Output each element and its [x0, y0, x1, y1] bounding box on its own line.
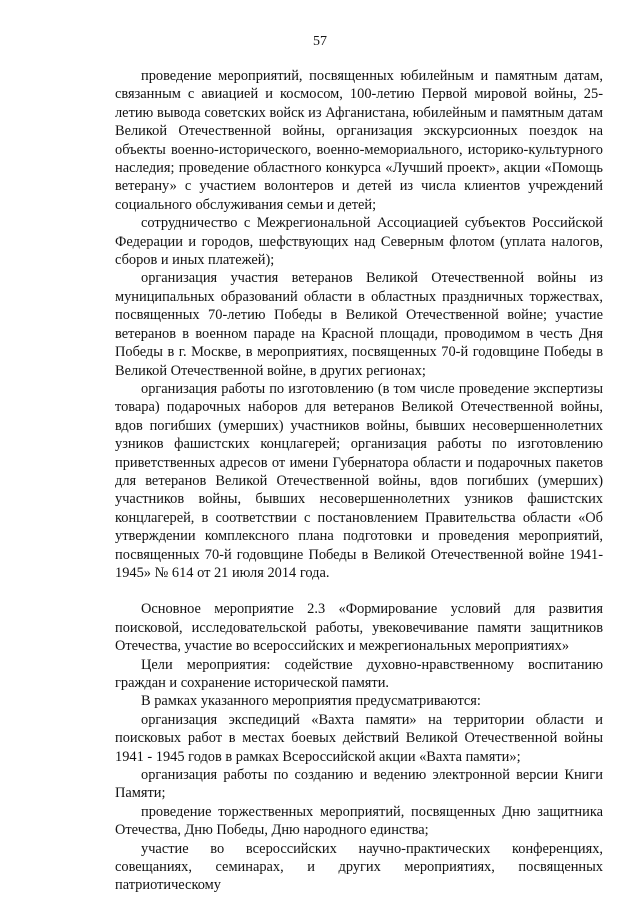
paragraph-veterans-participation: организация участия ветеранов Великой Отечественной войны из муниципальных образований области в областных праздничных торжествах, посвященных 70-летию Победы в Великой Отечественной войне; участие ветеранов в военном параде на Красной площади, проводимом в честь Дня Победы в г. Москве, в мероприятиях, посвященных 70-й годовщине Победы в Великой Отечественной войне, в других регионах; — [115, 270, 603, 379]
paragraph-activity-goals: Цели мероприятия: содействие духовно-нравственному воспитанию граждан и сохранение исторической памяти. — [115, 656, 603, 691]
paragraph-conferences: участие во всероссийских научно-практических конференциях, совещаниях, семинарах, и других мероприятиях, посвященных патриотическому — [115, 840, 603, 894]
paragraph-main-activity-2-3: Основное мероприятие 2.3 «Формирование условий для развития поисковой, исследовательской работы, увековечивание памяти защитников Отечества, участие во всероссийских и межрегиональных мероприятиях» — [115, 601, 603, 655]
paragraph-events-anniversaries: проведение мероприятий, посвященных юбилейным и памятным датам, связанным с авиацией и космосом, 100-летию Первой мировой войны, 25-летию вывода советских войск из Афганистана, юбилейным и памятным датам Великой Отечественной войны, организация экскурсионных поездок на объекты военно-исторического, военно-мемориального, историко-культурного наследия; проведение областного конкурса «Лучший проект», акции «Помощь ветерану» с участием волонтеров и детей из числа клиентов учреждений социального обслуживания семьи и детей; — [115, 68, 603, 213]
paragraph-gift-sets: организация работы по изготовлению (в том числе проведение экспертизы товара) подарочных наборов для ветеранов Великой Отечественной войны, вдов погибших (умерших) участников войны, бывших несовершеннолетних узников фашистских концлагерей; организация работы по изготовлению приветственных адресов от имени Губернатора области и подарочных пакетов для ветеранов Великой Отечественной войны, вдов погибших (умерших) участников войны, бывших несовершеннолетних узников фашистских концлагерей, в соответствии с постановлением Правительства области «Об утверждении комплексного плана подготовки и проведения мероприятий, посвященных 70-й годовщине Победы в Великой Отечественной войне 1941-1945» № 614 от 21 июля 2014 года. — [115, 380, 603, 581]
paragraph-interregional-association: сотрудничество с Межрегиональной Ассоциацией субъектов Российской Федерации и городов, шефствующих над Северным флотом (уплата налогов, сборов и иных платежей); — [115, 215, 603, 269]
paragraph-planned-measures-intro: В рамках указанного мероприятия предусматриваются: — [141, 693, 481, 710]
paragraph-memory-watch: организация экспедиций «Вахта памяти» на территории области и поисковых работ в местах боевых действий Великой Отечественной войны 1941 - 1945 годов в рамках Всероссийской акции «Вахта памяти»; — [115, 711, 603, 765]
body-text — [115, 67, 603, 895]
paragraph-solemn-events: проведение торжественных мероприятий, посвященных Дню защитника Отечества, Дню Победы, Дню народного единства; — [115, 803, 603, 839]
paragraph-book-of-memory: организация работы по созданию и ведению электронной версии Книги Памяти; — [115, 767, 603, 802]
page-number: 57 — [313, 34, 327, 49]
